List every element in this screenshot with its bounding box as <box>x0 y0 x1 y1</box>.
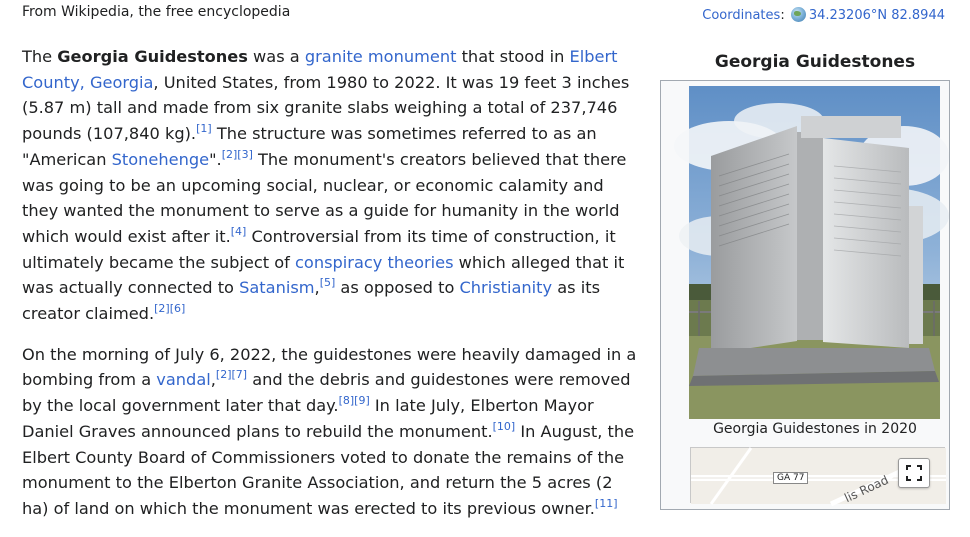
link-christianity[interactable]: Christianity <box>459 278 553 298</box>
infobox-caption: Georgia Guidestones in 2020 <box>713 421 917 437</box>
coordinates-value-link[interactable]: 34.23206°N 82.8944 <box>808 8 945 23</box>
text: , <box>314 278 320 298</box>
citation-1[interactable]: [1] <box>196 122 212 136</box>
text: The structure was sometimes referred to as an "American <box>22 124 597 169</box>
link-stonehenge[interactable]: Stonehenge <box>111 149 210 169</box>
site-tagline: From Wikipedia, the free encyclopedia <box>22 4 291 20</box>
text: which alleged that it was actually connected to <box>22 252 625 298</box>
coordinates <box>702 7 945 23</box>
history-paragraph <box>22 342 642 522</box>
text: as opposed to <box>335 278 460 298</box>
infobox-photo[interactable] <box>689 86 940 419</box>
coordinates-link[interactable]: Coordinates <box>702 8 781 23</box>
text: as its creator claimed. <box>22 278 601 324</box>
citation-4[interactable]: [4] <box>230 224 247 238</box>
fullscreen-icon <box>899 459 929 487</box>
citation-2-second[interactable]: [2] <box>215 368 232 382</box>
text: In August, the Elbert County Board of Commissioners voted to donate the remains of the monument to the Elberton Granite Association, and return the 5 acres (2 ha) of land on which the monument was erected to its previous owner. <box>22 421 635 518</box>
citation-7[interactable]: [7] <box>231 368 248 382</box>
text: The <box>22 47 58 66</box>
text: Controversial from its time of construction, it ultimately became the subject of <box>22 226 616 272</box>
citation-5[interactable]: [5] <box>319 276 336 290</box>
guidestones-photo-illustration <box>689 86 940 419</box>
infobox-title: Georgia Guidestones <box>714 52 916 72</box>
citation-3[interactable]: [3] <box>237 147 253 161</box>
coordinates-colon: : <box>780 8 785 23</box>
map-road-shield: GA 77 <box>773 472 808 484</box>
text: , <box>210 370 216 390</box>
citation-6[interactable]: [6] <box>169 302 186 316</box>
text: The monument's creators believed that there was going to be an upcoming social, nuclear, or economic calamity and they wanted the monument to serve as a guide for humanity in the world which would exist after it. <box>22 149 627 246</box>
citation-10[interactable]: [10] <box>492 419 516 433</box>
intro-paragraph <box>22 44 642 327</box>
link-vandal[interactable]: vandal <box>156 370 211 390</box>
link-satanism[interactable]: Satanism <box>239 278 315 298</box>
map-road-label: lis Road <box>842 472 891 506</box>
article-body <box>22 44 642 537</box>
citation-8[interactable]: [8] <box>338 394 355 408</box>
citation-2[interactable]: [2] <box>221 147 238 161</box>
globe-icon[interactable] <box>791 7 806 22</box>
link-conspiracy-theories[interactable]: conspiracy theories <box>295 252 454 272</box>
text: and the debris and guidestones were removed by the local government later that day. <box>22 370 631 416</box>
location-map[interactable] <box>690 447 945 506</box>
text: , United States, from 1980 to 2022. It was 19 feet 3 inches (5.87 m) tall and made from six granite slabs weighing a total of 237,746 pounds (107,840 kg). <box>22 72 630 144</box>
fullscreen-button[interactable] <box>898 458 930 488</box>
text: was a <box>247 47 305 66</box>
article-subject: Georgia Guidestones <box>57 47 248 66</box>
text: In late July, Elberton Mayor Daniel Graves announced plans to rebuild the monument. <box>22 396 594 441</box>
text: On the morning of July 6, 2022, the guidestones were heavily damaged in a bombing from a <box>22 344 637 390</box>
citation-2-repeat[interactable]: [2] <box>154 302 170 316</box>
link-elbert-county[interactable]: Elbert County, Georgia <box>22 47 618 92</box>
text: ". <box>209 149 222 169</box>
citation-11[interactable]: [11] <box>594 496 618 510</box>
link-granite-monument[interactable]: granite monument <box>304 47 457 66</box>
citation-9[interactable]: [9] <box>354 394 370 408</box>
text: that stood in <box>456 47 570 66</box>
